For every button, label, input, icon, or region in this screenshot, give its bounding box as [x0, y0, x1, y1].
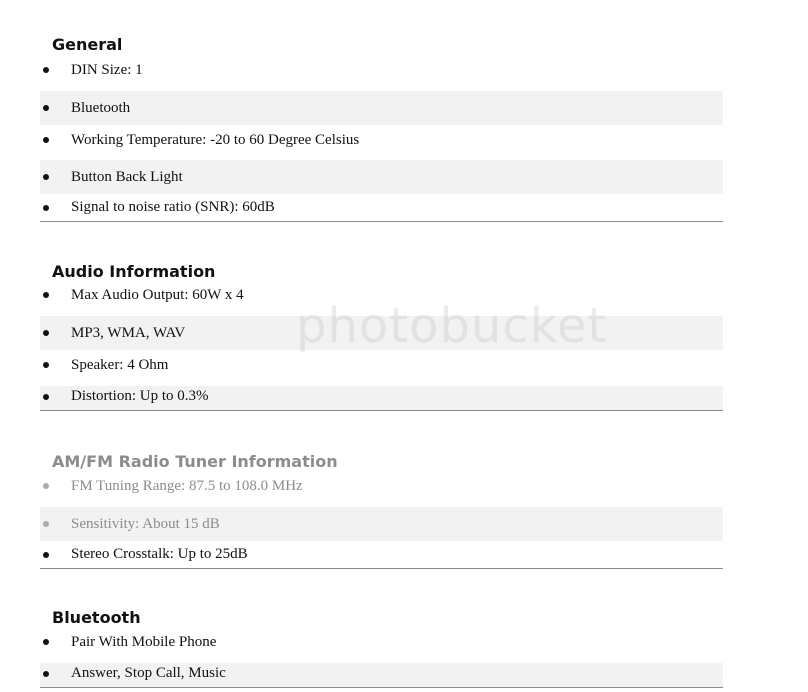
list-item-text: Sensitivity: About 15 dB	[71, 515, 220, 532]
list-item	[40, 469, 723, 503]
bullet-icon	[43, 639, 49, 645]
list-item	[40, 625, 723, 659]
bullet-icon	[43, 671, 49, 677]
list-item	[40, 123, 723, 157]
bullet-icon	[43, 205, 49, 211]
bullet-icon	[43, 394, 49, 400]
photobucket-watermark: photobucket	[296, 298, 608, 354]
list-item-text: Working Temperature: -20 to 60 Degree Celsius	[71, 131, 360, 148]
bullet-icon	[43, 330, 49, 336]
bullet-icon	[43, 67, 49, 73]
list-item-text: Max Audio Output: 60W x 4	[71, 286, 244, 303]
list-item-text: Bluetooth	[71, 99, 131, 116]
section-title: AM/FM Radio Tuner Information	[52, 452, 338, 471]
list-item-text: Answer, Stop Call, Music	[71, 665, 226, 681]
bullet-icon	[43, 292, 49, 298]
list-item	[40, 316, 723, 350]
bullet-icon	[43, 521, 49, 527]
list-item-text: DIN Size: 1	[71, 61, 143, 78]
section-title: Audio Information	[52, 262, 216, 281]
list-item-text: Pair With Mobile Phone	[71, 633, 217, 650]
list-item	[40, 91, 723, 125]
list-item	[40, 278, 723, 312]
list-item-text: Button Back Light	[71, 168, 183, 185]
list-item	[40, 197, 723, 222]
list-item-text: MP3, WMA, WAV	[71, 324, 186, 341]
list-item-text: Signal to noise ratio (SNR): 60dB	[71, 199, 275, 215]
list-item	[40, 160, 723, 194]
list-item	[40, 53, 723, 87]
list-item-text: FM Tuning Range: 87.5 to 108.0 MHz	[71, 477, 303, 494]
list-item-text: Speaker: 4 Ohm	[71, 356, 169, 373]
bullet-icon	[43, 174, 49, 180]
section-title: General	[52, 35, 123, 54]
bullet-icon	[43, 552, 49, 558]
list-item	[40, 348, 723, 382]
list-item-text: Distortion: Up to 0.3%	[71, 388, 209, 404]
bullet-icon	[43, 137, 49, 143]
list-item	[40, 663, 723, 688]
section-title: Bluetooth	[52, 608, 141, 627]
bullet-icon	[43, 483, 49, 489]
list-item-text: Stereo Crosstalk: Up to 25dB	[71, 546, 248, 562]
bullet-icon	[43, 362, 49, 368]
list-item	[40, 544, 723, 569]
list-item	[40, 386, 723, 411]
bullet-icon	[43, 105, 49, 111]
list-item	[40, 507, 723, 541]
